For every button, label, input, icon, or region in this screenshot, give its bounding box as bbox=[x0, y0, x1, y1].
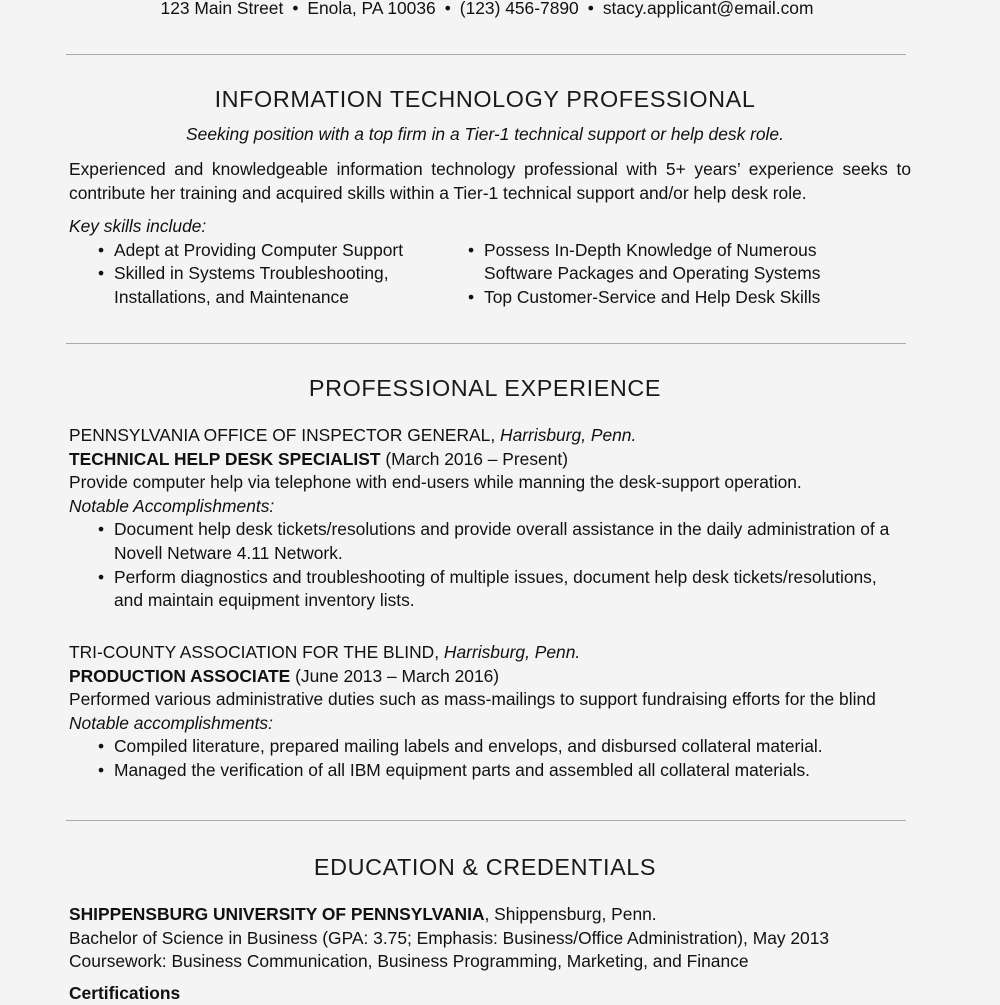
job-description: Performed various administrative duties such as mass-mailings to support fundraising efforts for the blind bbox=[69, 689, 876, 710]
degree-line: Bachelor of Science in Business (GPA: 3.75; Emphasis: Business/Office Administration), May 2013 bbox=[69, 927, 830, 948]
contact-address: 123 Main Street bbox=[160, 0, 284, 18]
skill-item: • Adept at Providing Computer Support bbox=[69, 239, 439, 263]
divider-rule bbox=[66, 54, 906, 55]
divider-rule bbox=[66, 820, 906, 821]
contact-separator: • bbox=[444, 0, 451, 18]
skills-section bbox=[69, 215, 919, 309]
skills-columns bbox=[69, 239, 919, 310]
job-dates: (March 2016 – Present) bbox=[385, 448, 568, 469]
job-position-line bbox=[69, 448, 919, 472]
job-entry bbox=[69, 641, 919, 783]
education-title: EDUCATION & CREDENTIALS bbox=[313, 854, 657, 880]
skill-item: • Top Customer-Service and Help Desk Skills bbox=[439, 286, 879, 310]
accomplishment-item: • Document help desk tickets/resolutions and provide overall assistance in the daily administration of a Novell Netware 4.11 Network. bbox=[69, 518, 905, 565]
accomplishments-list bbox=[69, 518, 905, 612]
school-location: , Shippensburg, Penn. bbox=[484, 904, 657, 924]
contact-separator: • bbox=[292, 0, 299, 18]
job-dates: (June 2013 – March 2016) bbox=[295, 665, 500, 686]
job-employer-line: PENNSYLVANIA OFFICE OF INSPECTOR GENERAL, Harrisburg, Penn. bbox=[69, 425, 637, 445]
accomplishments-label: Notable accomplishments: bbox=[69, 712, 273, 733]
education-entry bbox=[69, 903, 919, 1005]
job-location: Harrisburg, Penn. bbox=[500, 425, 637, 445]
accomplishment-item: • Compiled literature, prepared mailing labels and envelops, and disbursed collateral material. bbox=[69, 735, 905, 759]
job-position: TECHNICAL HELP DESK SPECIALIST bbox=[69, 448, 381, 469]
job-employer: PENNSYLVANIA OFFICE OF INSPECTOR GENERAL bbox=[69, 425, 491, 445]
job-employer: TRI-COUNTY ASSOCIATION FOR THE BLIND bbox=[69, 642, 435, 662]
school-name: SHIPPENSBURG UNIVERSITY OF PENNSYLVANIA bbox=[69, 904, 485, 924]
headline-title: INFORMATION TECHNOLOGY PROFESSIONAL bbox=[214, 86, 756, 112]
summary-text: Experienced and knowledgeable information technology professional with 5+ years’ experience seeks to contribute her training and acquired skills within a Tier-1 technical support and/or help desk role. bbox=[69, 159, 911, 203]
contact-line bbox=[0, 0, 974, 21]
skill-item: • Possess In-Depth Knowledge of Numerous Software Packages and Operating Systems bbox=[439, 239, 879, 286]
skill-item: • Skilled in Systems Troubleshooting, Installations, and Maintenance bbox=[69, 262, 439, 309]
job-position: PRODUCTION ASSOCIATE bbox=[69, 665, 291, 686]
contact-separator: • bbox=[587, 0, 594, 18]
job-position-line bbox=[69, 665, 919, 689]
job-entry bbox=[69, 424, 919, 613]
contact-city: Enola, PA 10036 bbox=[307, 0, 436, 18]
job-employer-line: TRI-COUNTY ASSOCIATION FOR THE BLIND, Harrisburg, Penn. bbox=[69, 642, 581, 662]
contact-email: stacy.applicant@email.com bbox=[602, 0, 814, 18]
summary-block bbox=[69, 158, 919, 205]
coursework-line: Coursework: Business Communication, Business Programming, Marketing, and Finance bbox=[69, 951, 749, 972]
divider-rule bbox=[66, 343, 906, 344]
accomplishments-label: Notable Accomplishments: bbox=[69, 495, 275, 516]
job-description: Provide computer help via telephone with end-users while manning the desk-support operation. bbox=[69, 472, 802, 493]
accomplishment-item: • Managed the verification of all IBM equipment parts and assembled all collateral materials. bbox=[69, 759, 905, 783]
skills-column-left bbox=[69, 239, 439, 310]
objective-statement: Seeking position with a top firm in a Tier-1 technical support or help desk role. bbox=[186, 124, 784, 144]
accomplishment-item: • Perform diagnostics and troubleshooting of multiple issues, document help desk tickets/resolutions, and maintain equipment inventory lists. bbox=[69, 566, 905, 613]
skills-column-right bbox=[439, 239, 879, 310]
certifications-label: Certifications bbox=[69, 982, 181, 1003]
school-line bbox=[69, 903, 919, 927]
skills-label: Key skills include: bbox=[69, 216, 207, 236]
job-location: Harrisburg, Penn. bbox=[443, 642, 581, 662]
accomplishments-list bbox=[69, 735, 905, 782]
contact-phone: (123) 456-7890 bbox=[459, 0, 579, 18]
experience-title: PROFESSIONAL EXPERIENCE bbox=[308, 375, 662, 401]
